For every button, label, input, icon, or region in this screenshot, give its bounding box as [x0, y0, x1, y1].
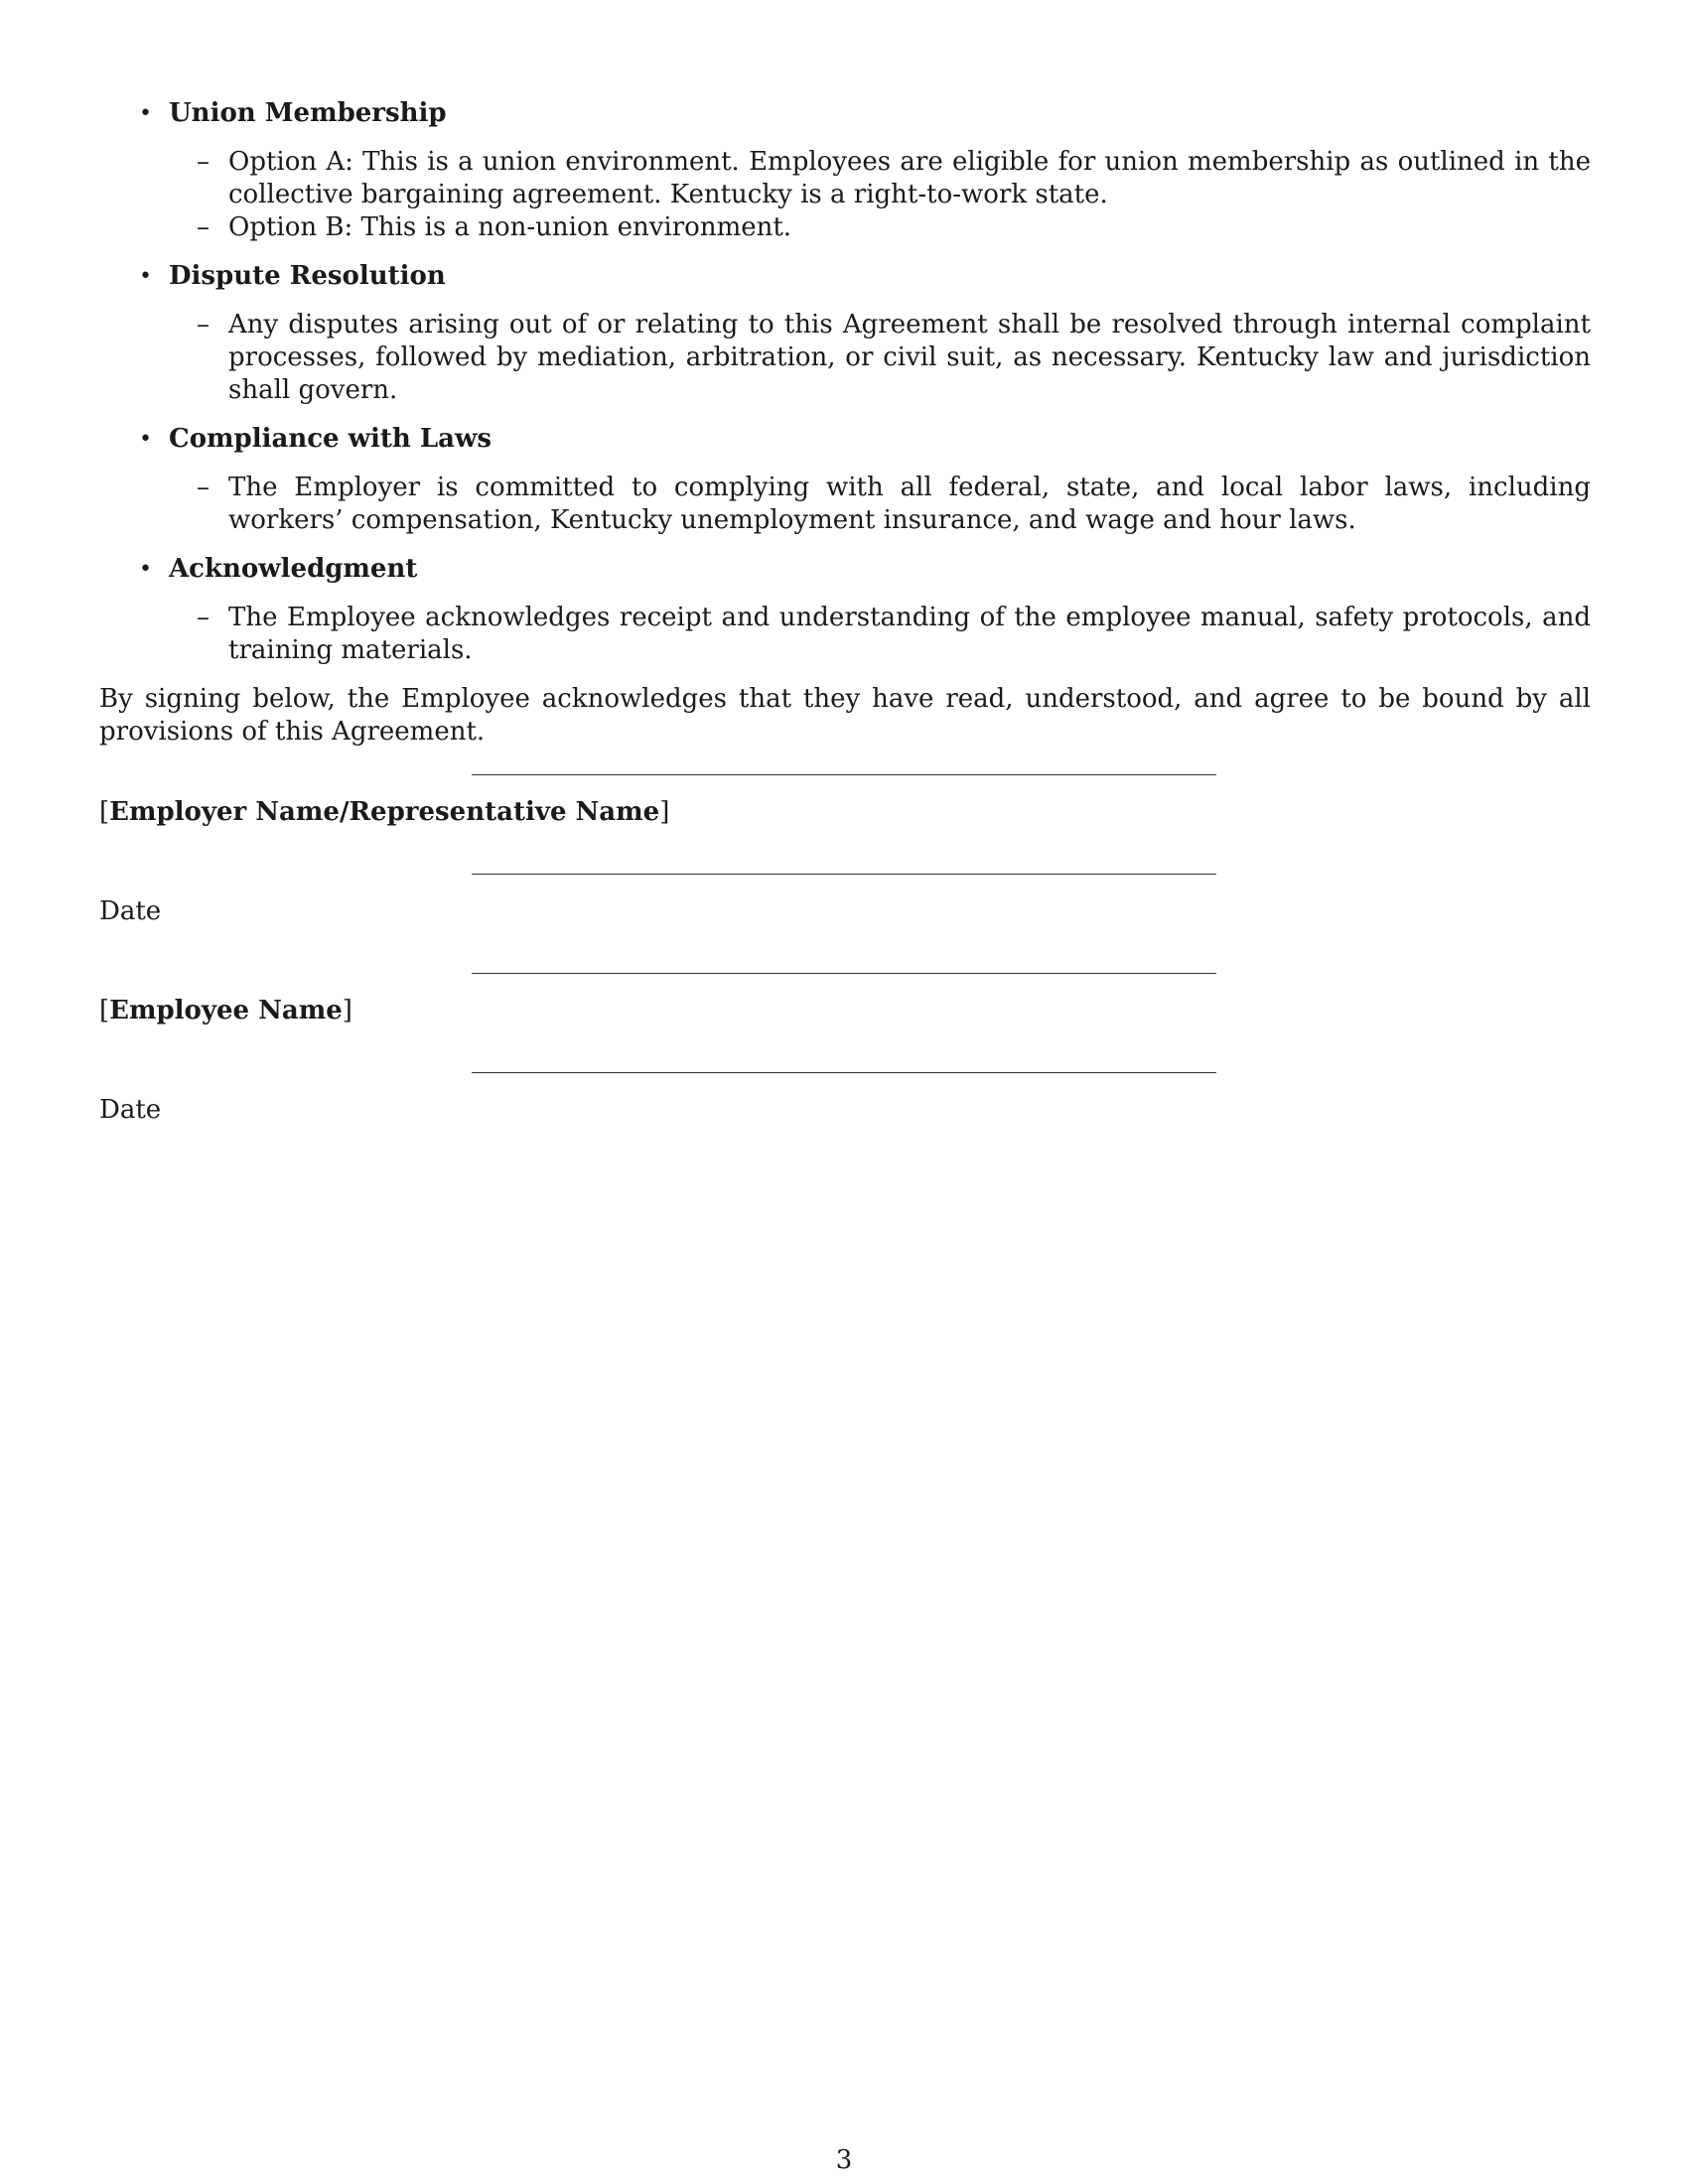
dash-icon: – — [197, 603, 210, 632]
bullet-icon: • — [139, 264, 152, 289]
section-union-membership — [99, 97, 1591, 244]
list-item-text: The Employee acknowledges receipt and understanding of the employee manual, safety protocols, and training materials. — [228, 603, 1591, 665]
employee-signature-line — [472, 973, 1216, 974]
employer-date-label: Date — [99, 896, 162, 926]
section-acknowledgment — [99, 553, 1591, 667]
section-dispute-resolution — [99, 260, 1591, 407]
list-item-text: Any disputes arising out of or relating to this Agreement shall be resolved through internal complaint processes, followed by mediation, arbitration, or civil suit, as necessary. Kentucky law and jurisdiction shall govern. — [228, 310, 1591, 405]
employer-date-line — [472, 874, 1216, 875]
document-page — [99, 97, 1591, 1171]
bracket-close: ] — [659, 797, 670, 827]
employer-name: Employer Name/Representative Name — [109, 797, 660, 827]
employee-date-line — [472, 1072, 1216, 1073]
list-item — [169, 472, 1591, 537]
section-title: Acknowledgment — [169, 554, 418, 584]
dash-icon: – — [197, 473, 210, 502]
bracket-open: [ — [99, 996, 110, 1025]
list-item-text: The Employer is committed to complying with all federal, state, and local labor laws, including workers’ compensation, Kentucky unemployment insurance, and wage and hour laws. — [228, 473, 1591, 535]
bullet-icon: • — [139, 427, 152, 452]
closing-paragraph: By signing below, the Employee acknowledges that they have read, understood, and agree to be bound by all provisions of this Agreement. — [99, 684, 1591, 747]
subitem-list — [169, 309, 1591, 407]
dash-icon: – — [197, 310, 210, 340]
bullet-icon: • — [139, 557, 152, 582]
section-compliance-with-laws — [99, 423, 1591, 537]
page-number: 3 — [835, 2145, 853, 2175]
employee-signature-block — [99, 973, 1591, 1072]
list-item — [169, 602, 1591, 667]
employee-date-label: Date — [99, 1095, 162, 1125]
subitem-list — [169, 146, 1591, 244]
section-title: Compliance with Laws — [169, 424, 492, 454]
section-title: Union Membership — [169, 98, 447, 128]
dash-icon: – — [197, 147, 210, 177]
employee-name-label — [99, 995, 352, 1027]
list-item — [169, 211, 1591, 244]
subitem-list — [169, 472, 1591, 537]
list-item — [169, 309, 1591, 407]
list-item-text: Option B: This is a non-union environment. — [228, 212, 792, 242]
bracket-close: ] — [342, 996, 352, 1025]
bracket-open: [ — [99, 797, 110, 827]
dash-icon: – — [197, 212, 210, 242]
list-item-text: Option A: This is a union environment. Employees are eligible for union membership as outlined in the collective bargaining agreement. Kentucky is a right-to-work state. — [228, 147, 1591, 209]
bullet-icon: • — [139, 101, 152, 126]
section-list — [99, 97, 1591, 667]
section-title: Dispute Resolution — [169, 261, 446, 291]
employee-name: Employee Name — [109, 996, 343, 1025]
employee-date-block — [99, 1072, 1591, 1171]
subitem-list — [169, 602, 1591, 667]
employer-signature-block — [99, 774, 1591, 874]
employer-name-label — [99, 796, 669, 829]
employer-signature-line — [472, 774, 1216, 775]
employer-date-block — [99, 874, 1591, 973]
list-item — [169, 146, 1591, 211]
